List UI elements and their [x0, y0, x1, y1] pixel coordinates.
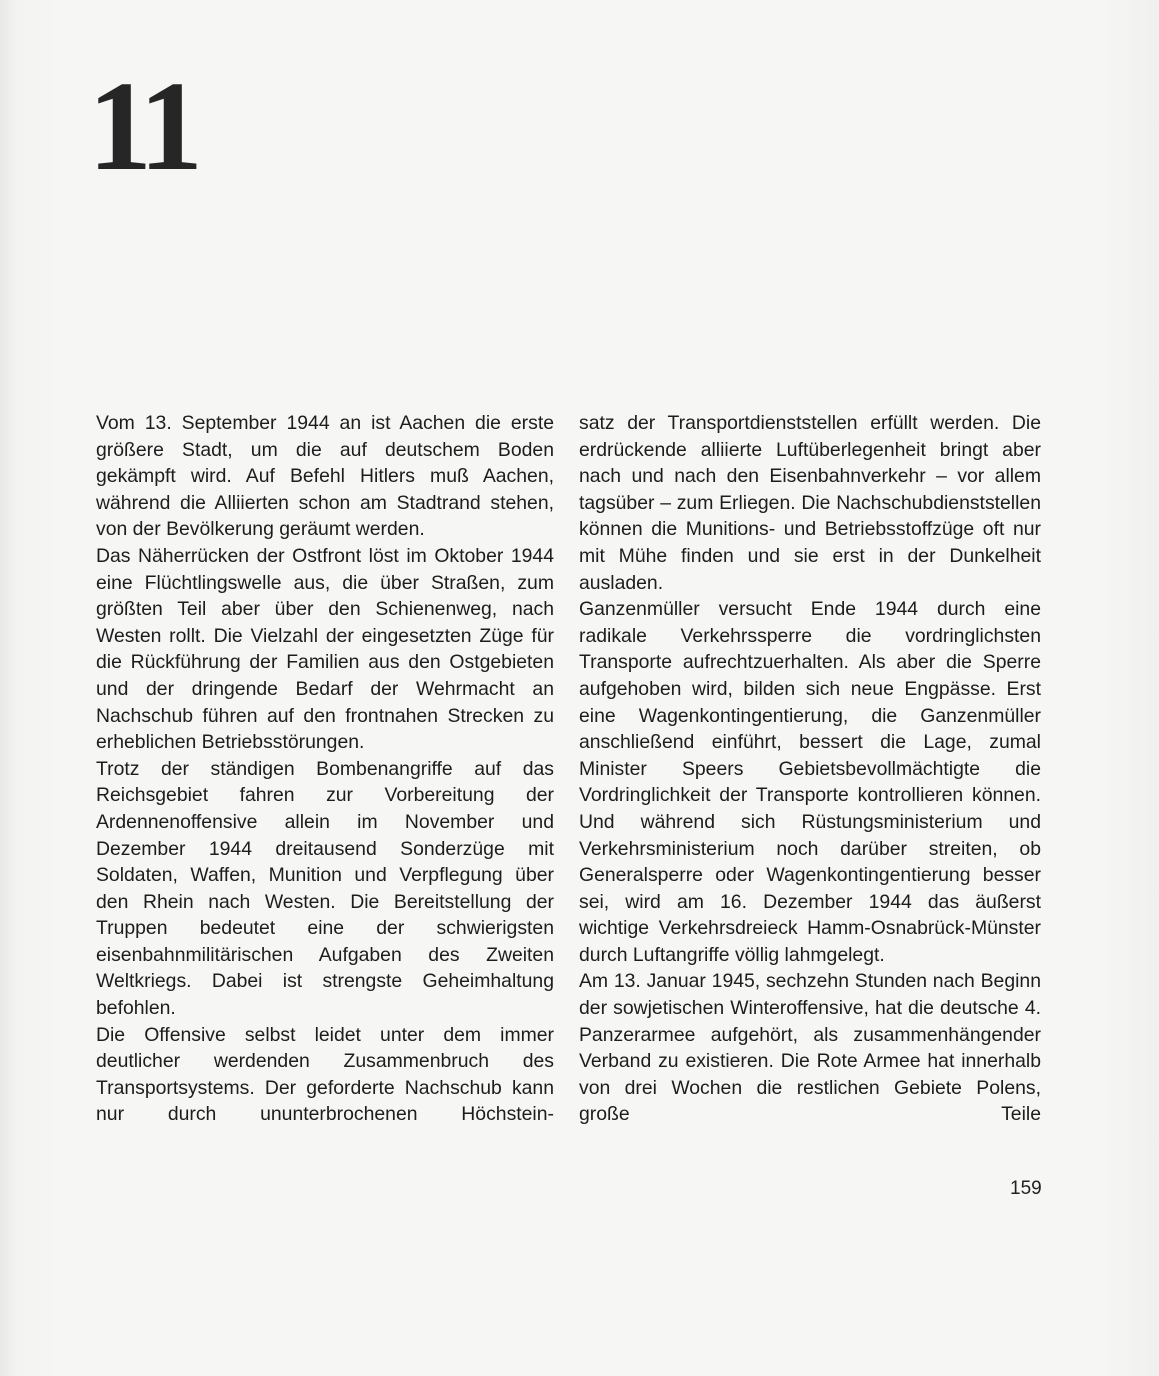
paragraph: satz der Transportdienststellen erfüllt werden. Die erdrückende alliierte Luftüberlegenheit bringt aber nach und nach den Eisenbahnverkehr – vor allem tagsüber – zum Erliegen. Die Nachschubdienststellen können die Munitions- und Betriebsstoffzüge oft nur mit Mühe finden und sie erst in der Dunkelheit ausladen. [579, 412, 1041, 594]
paragraph: Am 13. Januar 1945, sechzehn Stunden nach Beginn der sowjetischen Winteroffensive, hat die deutsche 4. Panzerarmee aufgehört, als zusammenhängender Verband zu existieren. Die Rote Armee hat innerhalb von drei Wochen die restlichen Gebiete Polens, große Teile [579, 970, 1041, 1126]
chapter-number: 11 [88, 55, 197, 197]
text-column-left [96, 410, 554, 1128]
paragraph: Die Offensive selbst leidet unter dem immer deutlicher werdenden Zusammenbruch des Transportsystems. Der geforderte Nachschub kann nur durch ununterbrochenen Höchstein- [96, 1023, 554, 1126]
text-column-right [579, 410, 1041, 1128]
paragraph: Das Näherrücken der Ostfront löst im Oktober 1944 eine Flüchtlingswelle aus, die über Straßen, zum größten Teil aber über den Schienenweg, nach Westen rollt. Die Vielzahl der eingesetzten Züge für die Rückführung der Familien aus den Ostgebieten und der dringende Bedarf der Wehrmacht an Nachschub führen auf den frontnahen Strecken zu erheblichen Betriebsstörungen. [96, 544, 554, 754]
page-number: 159 [1010, 1178, 1042, 1199]
paragraph: Trotz der ständigen Bombenangriffe auf das Reichsgebiet fahren zur Vorbereitung der Ardennenoffensive allein im November und Dezember 1944 dreitausend Sonderzüge mit Soldaten, Waffen, Munition und Verpflegung über den Rhein nach Westen. Die Bereitstellung der Truppen bedeutet eine der schwierigsten eisenbahnmilitärischen Aufgaben des Zweiten Weltkriegs. Dabei ist strengste Geheimhaltung befohlen. [96, 757, 554, 1020]
paragraph: Ganzenmüller versucht Ende 1944 durch eine radikale Verkehrssperre die vordringlichsten Transporte aufrechtzuerhalten. Als aber die Sperre aufgehoben wird, bilden sich neue Engpässe. Erst eine Wagenkontingentierung, die Ganzenmüller anschließend einführt, bessert die Lage, zumal Minister Speers Gebietsbevollmächtigte die Vordringlichkeit der Transporte kontrollieren können. Und während sich Rüstungsministerium und Verkehrsministerium noch darüber streiten, ob Generalsperre oder Wagenkontingentierung besser sei, wird am 16. Dezember 1944 das äußerst wichtige Verkehrsdreieck Hamm-Osnabrück-Münster durch Luftangriffe völlig lahmgelegt. [579, 598, 1041, 966]
paragraph: Vom 13. September 1944 an ist Aachen die erste größere Stadt, um die auf deutschem Boden gekämpft wird. Auf Befehl Hitlers muß Aachen, während die Alliierten schon am Stadtrand stehen, von der Bevölkerung geräumt werden. [96, 412, 554, 541]
